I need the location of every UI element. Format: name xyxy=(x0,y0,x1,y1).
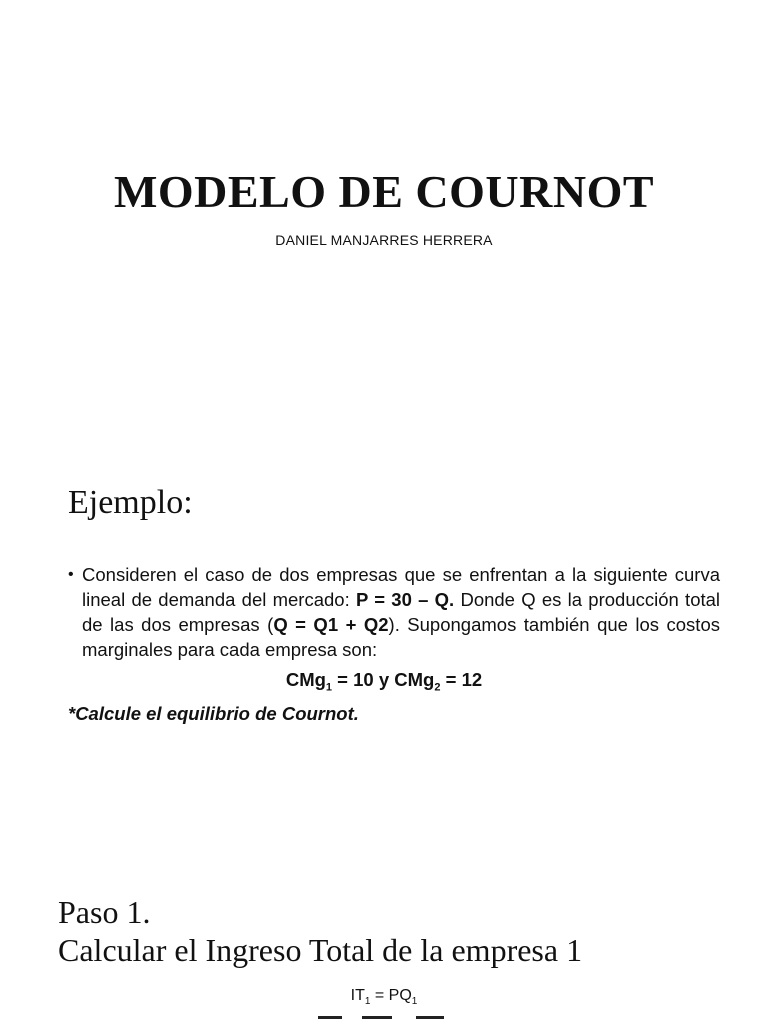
bullet-text-part-1: Consideren el caso de dos empresas que se enfrentan a la siguiente curva lineal de demanda del mercado: xyxy=(82,564,720,610)
cmg2-label: CMg xyxy=(394,669,435,690)
q-subscript: 1 xyxy=(411,996,418,1008)
total-output-equation: Q = Q1 + Q2 xyxy=(273,614,389,635)
instruction-text: *Calcule el equilibrio de Cournot. xyxy=(68,703,359,724)
cmg1-subscript: 1 xyxy=(325,681,333,694)
step-number: Paso 1. xyxy=(58,894,151,930)
bullet-text-part-3: ). Supongamos también que los costos marginales para cada empresa son: xyxy=(82,614,720,660)
it-label: IT xyxy=(350,987,365,1004)
cmg1-value: = 10 y xyxy=(332,669,395,690)
slide-title: MODELO DE COURNOT xyxy=(113,166,655,217)
step-title: Calcular el Ingreso Total de la empresa 1 xyxy=(58,932,583,968)
it-rhs: = PQ xyxy=(370,987,412,1004)
step-heading xyxy=(58,893,582,969)
cmg2-subscript: 2 xyxy=(434,681,441,694)
cmg2-value: = 12 xyxy=(440,669,483,690)
bullet-icon: • xyxy=(68,566,74,583)
cutoff-formula-fragment xyxy=(318,1016,458,1026)
bullet-text xyxy=(82,562,720,662)
marginal-cost-formula xyxy=(0,669,768,694)
example-bullet xyxy=(68,562,720,662)
example-heading: Ejemplo: xyxy=(68,484,193,521)
author-name: DANIEL MANJARRES HERRERA xyxy=(275,232,493,248)
total-revenue-formula xyxy=(0,987,768,1007)
demand-equation: P = 30 – Q. xyxy=(355,589,455,610)
it-subscript: 1 xyxy=(364,996,371,1008)
bullet-text-part-2: Donde Q es la producción total de las dos empresas ( xyxy=(82,589,721,635)
cmg1-label: CMg xyxy=(285,669,326,690)
